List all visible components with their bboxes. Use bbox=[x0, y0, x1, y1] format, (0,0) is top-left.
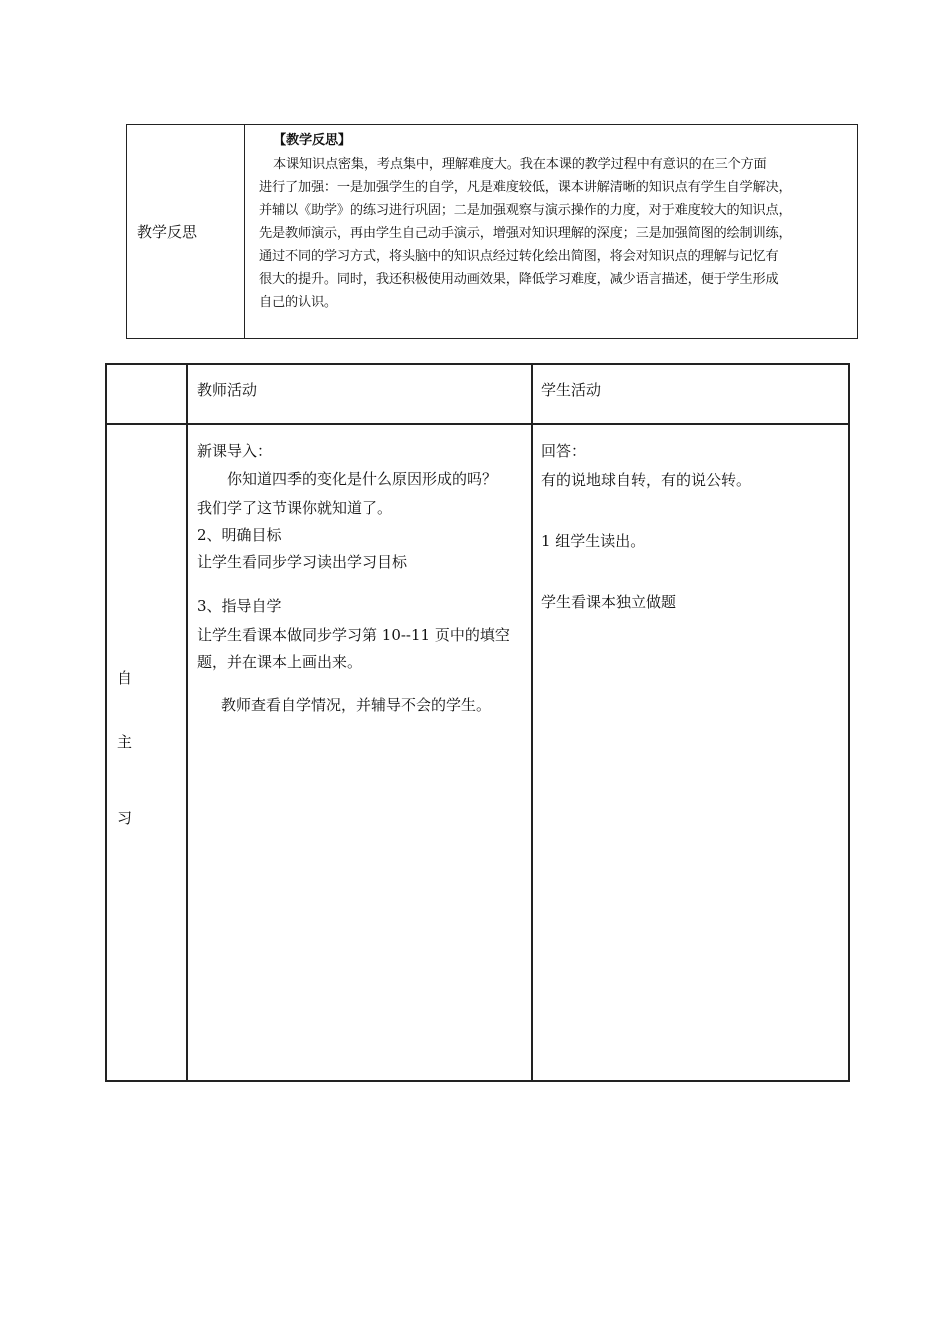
reflection-line: 本课知识点密集，考点集中，理解难度大。我在本课的教学过程中有意识的在三个方面 bbox=[273, 157, 767, 172]
teacher-activity-header: 教师活动 bbox=[197, 381, 258, 399]
student-work: 学生看课本独立做题 bbox=[541, 593, 677, 611]
step3-title: 3、指导自学 bbox=[197, 597, 282, 615]
reflection-line: 先是教师演示，再由学生自己动手演示，增强对知识理解的深度；三是加强简图的绘制训练， bbox=[259, 226, 792, 241]
column-divider bbox=[186, 365, 188, 1080]
step3-text: 让学生看课本做同步学习第 10--11 页中的填空题，并在课本上画出来。 bbox=[197, 626, 510, 671]
answer-text: 有的说地球自转，有的说公转。 bbox=[541, 471, 752, 489]
reflection-label: 教学反思 bbox=[127, 125, 245, 338]
answer-title: 回答： bbox=[541, 442, 587, 460]
intro-note: 我们学了这节课你就知道了。 bbox=[197, 499, 393, 517]
intro-title: 新课导入： bbox=[197, 442, 273, 460]
reflection-line: 很大的提升。同时，我还积极使用动画效果，降低学习难度，减少语言描述，便于学生形成 bbox=[259, 272, 779, 287]
reflection-table bbox=[126, 124, 858, 339]
reflection-heading: 【教学反思】 bbox=[273, 133, 351, 148]
reflection-line: 并辅以《助学》的练习进行巩固；二是加强观察与演示操作的力度，对于难度较大的知识点， bbox=[259, 203, 792, 218]
reflection-body bbox=[245, 125, 857, 338]
reflection-line: 通过不同的学习方式，将头脑中的知识点经过转化绘出简图，将会对知识点的理解与记忆有 bbox=[259, 249, 779, 264]
student-activity-header: 学生活动 bbox=[541, 381, 602, 399]
step2-title: 2、明确目标 bbox=[197, 526, 282, 544]
reflection-line: 进行了加强：一是加强学生的自学，凡是难度较低，课本讲解清晰的知识点有学生自学解决， bbox=[259, 180, 792, 195]
column-divider bbox=[531, 365, 533, 1080]
step2-text: 让学生看同步学习读出学习目标 bbox=[197, 553, 408, 571]
side-label-char: 主 bbox=[117, 733, 133, 751]
teacher-activity-cell bbox=[197, 438, 527, 719]
side-label-char: 习 bbox=[117, 809, 133, 827]
student-read: 1 组学生读出。 bbox=[541, 532, 646, 550]
reflection-line: 自己的认识。 bbox=[259, 295, 337, 310]
student-activity-cell bbox=[541, 438, 841, 616]
intro-question: 你知道四季的变化是什么原因形成的吗？ bbox=[227, 470, 498, 488]
teacher-check: 教师查看自学情况，并辅导不会的学生。 bbox=[221, 696, 492, 714]
activity-table bbox=[105, 363, 850, 1082]
side-label-char: 自 bbox=[117, 669, 133, 687]
